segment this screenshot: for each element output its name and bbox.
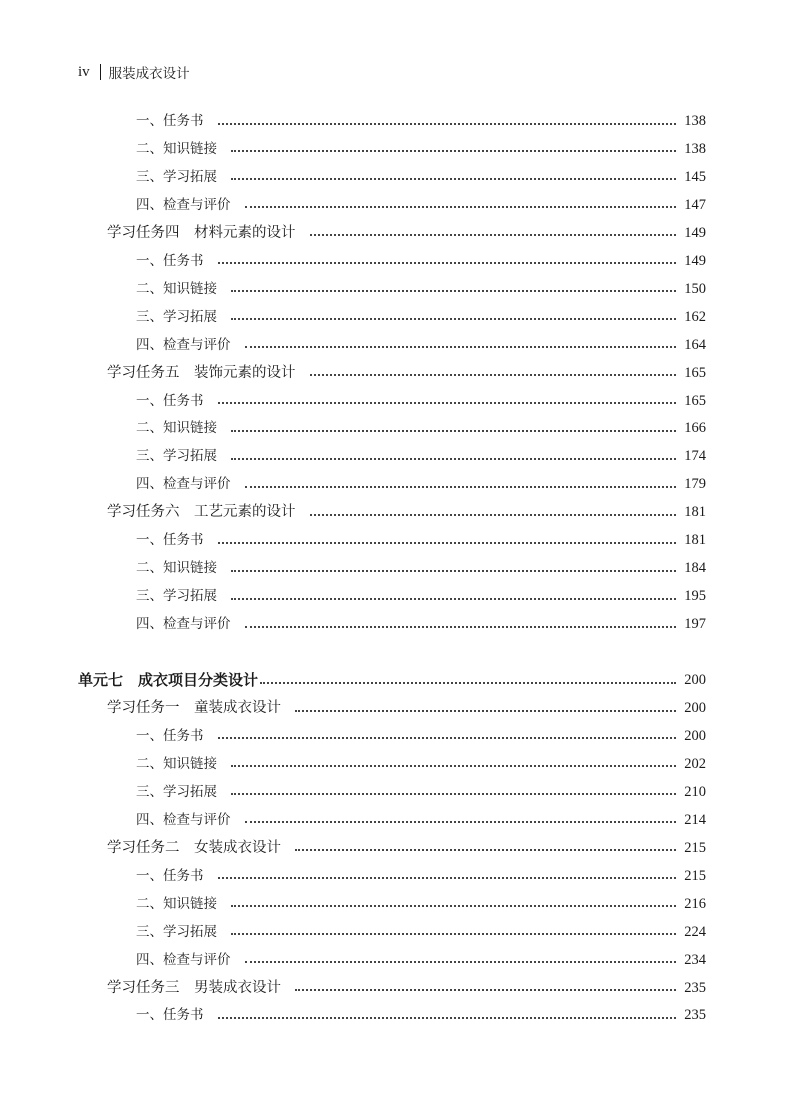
toc-entry[interactable] xyxy=(107,359,706,387)
toc-dot-leader xyxy=(295,988,676,991)
toc-entry-title: 学习任务六 工艺元素的设计 xyxy=(107,504,296,521)
toc-entry-page: 215 xyxy=(684,867,706,884)
toc-dot-leader xyxy=(218,401,677,404)
toc-dot-leader xyxy=(231,149,676,152)
toc-entry[interactable] xyxy=(136,275,706,303)
toc-dot-leader xyxy=(231,792,676,795)
toc-entry-page: 215 xyxy=(684,839,706,856)
header-divider xyxy=(100,64,101,80)
toc-entry-page: 200 xyxy=(684,700,706,716)
toc-entry-page: 210 xyxy=(684,783,706,800)
toc-entry[interactable] xyxy=(136,135,706,163)
toc-entry[interactable] xyxy=(136,163,706,191)
toc-dot-leader xyxy=(260,681,676,684)
toc-entry-page: 164 xyxy=(684,336,706,353)
toc-entry-page: 149 xyxy=(684,252,706,269)
toc-entry-page: 149 xyxy=(684,224,706,241)
toc-dot-leader xyxy=(245,345,677,348)
toc-entry-page: 179 xyxy=(684,476,706,493)
toc-entry-page: 195 xyxy=(684,588,706,605)
toc-dot-leader xyxy=(310,513,677,516)
toc-dot-leader xyxy=(295,848,676,851)
header-book-title: 服装成衣设计 xyxy=(108,66,190,82)
toc-entry-title: 一、任务书 xyxy=(136,532,204,549)
toc-entry-title: 四、检查与评价 xyxy=(136,811,231,828)
toc-entry[interactable] xyxy=(136,582,706,610)
toc-entry[interactable] xyxy=(107,219,706,247)
toc-entry-page: 165 xyxy=(684,364,706,381)
toc-dot-leader xyxy=(245,820,677,823)
toc-entry-page: 162 xyxy=(684,308,706,325)
toc-entry-page: 216 xyxy=(684,895,706,912)
toc-dot-leader xyxy=(231,289,676,292)
toc-entry-title: 三、学习拓展 xyxy=(136,448,217,465)
toc-entry[interactable] xyxy=(136,191,706,219)
toc-entry[interactable] xyxy=(136,107,706,135)
toc-entry[interactable] xyxy=(136,890,706,918)
toc-entry-page: 200 xyxy=(684,672,706,689)
toc-entry-page: 166 xyxy=(684,420,706,437)
toc-entry-title: 三、学习拓展 xyxy=(136,168,217,185)
toc-entry-page: 181 xyxy=(684,532,706,549)
toc-dot-leader xyxy=(231,569,676,572)
toc-entry-title: 二、知识链接 xyxy=(136,420,217,437)
toc-dot-leader xyxy=(231,457,676,460)
toc-entry[interactable] xyxy=(136,946,706,974)
toc-entry-title: 三、学习拓展 xyxy=(136,588,217,605)
toc-entry[interactable] xyxy=(136,554,706,582)
toc-dot-leader xyxy=(218,736,677,739)
toc-entry[interactable] xyxy=(107,694,706,722)
toc-entry-page: 235 xyxy=(684,1007,706,1024)
toc-entry[interactable] xyxy=(136,610,706,638)
toc-entry-page: 181 xyxy=(684,504,706,521)
toc-entry-page: 165 xyxy=(684,392,706,409)
toc-dot-leader xyxy=(231,317,676,320)
toc-entry-page: 235 xyxy=(684,979,706,996)
toc-dot-leader xyxy=(218,1016,677,1019)
toc-entry-title: 学习任务一 童装成衣设计 xyxy=(107,700,281,716)
toc-entry-page: 202 xyxy=(684,755,706,772)
toc-entry-title: 学习任务五 装饰元素的设计 xyxy=(107,364,296,381)
toc-entry-page: 138 xyxy=(684,113,706,129)
toc-entry[interactable] xyxy=(136,442,706,470)
toc-dot-leader xyxy=(231,429,676,432)
toc-entry-title: 三、学习拓展 xyxy=(136,783,217,800)
toc-entry-page: 234 xyxy=(684,951,706,968)
toc-dot-leader xyxy=(218,122,677,125)
toc-entry-title: 二、知识链接 xyxy=(136,755,217,772)
toc-entry-title: 四、检查与评价 xyxy=(136,476,231,493)
toc-entry[interactable] xyxy=(136,750,706,778)
toc-entry-title: 二、知识链接 xyxy=(136,140,217,157)
toc-entry[interactable] xyxy=(136,470,706,498)
toc-entry-page: 150 xyxy=(684,280,706,297)
toc-entry-title: 四、检查与评价 xyxy=(136,196,231,213)
toc-entry-page: 184 xyxy=(684,560,706,577)
toc-entry-page: 147 xyxy=(684,196,706,213)
toc-entry-title: 一、任务书 xyxy=(136,1007,204,1024)
toc-entry-page: 214 xyxy=(684,811,706,828)
toc-dot-leader xyxy=(218,261,677,264)
toc-entry-title: 二、知识链接 xyxy=(136,280,217,297)
toc-entry-title: 一、任务书 xyxy=(136,392,204,409)
toc-dot-leader xyxy=(245,205,677,208)
toc-dot-leader xyxy=(218,876,677,879)
toc-entry[interactable] xyxy=(107,834,706,862)
toc-entry[interactable] xyxy=(136,918,706,946)
toc-entry[interactable] xyxy=(136,414,706,442)
toc-entry[interactable] xyxy=(136,303,706,331)
toc-entry-title: 二、知识链接 xyxy=(136,560,217,577)
header-page-number: iv xyxy=(78,63,90,80)
toc-entry[interactable] xyxy=(136,331,706,359)
toc-entry-title: 三、学习拓展 xyxy=(136,308,217,325)
toc-entry-page: 174 xyxy=(684,448,706,465)
toc-entry[interactable] xyxy=(136,247,706,275)
toc-entry[interactable] xyxy=(136,862,706,890)
toc-entry-page: 138 xyxy=(684,140,706,157)
toc-entry-page: 224 xyxy=(684,923,706,940)
toc-entry-title: 一、任务书 xyxy=(136,252,204,269)
toc-entry-title: 学习任务二 女装成衣设计 xyxy=(107,839,281,856)
toc-entry[interactable] xyxy=(136,1001,706,1029)
toc-entry[interactable] xyxy=(107,974,706,1002)
toc-entry-title: 四、检查与评价 xyxy=(136,336,231,353)
toc-entry[interactable] xyxy=(136,806,706,834)
toc-entry-title: 单元七 成衣项目分类设计 xyxy=(78,671,259,690)
toc-entry-page: 145 xyxy=(684,168,706,185)
toc-dot-leader xyxy=(218,541,677,544)
toc-entry[interactable] xyxy=(136,526,706,554)
toc-entry-title: 学习任务三 男装成衣设计 xyxy=(107,979,281,996)
toc-entry-title: 一、任务书 xyxy=(136,113,204,129)
running-header xyxy=(78,62,190,82)
toc-entry-title: 四、检查与评价 xyxy=(136,616,231,633)
toc-dot-leader xyxy=(245,960,677,963)
toc-dot-leader xyxy=(231,597,676,600)
toc-entry[interactable] xyxy=(136,778,706,806)
toc-entry[interactable] xyxy=(107,498,706,526)
toc-dot-leader xyxy=(231,177,676,180)
toc-entry-title: 一、任务书 xyxy=(136,727,204,744)
toc-entry[interactable] xyxy=(136,722,706,750)
toc-entry-title: 学习任务四 材料元素的设计 xyxy=(107,224,296,241)
toc-dot-leader xyxy=(231,764,676,767)
toc-entry-title: 三、学习拓展 xyxy=(136,923,217,940)
toc-dot-leader xyxy=(295,709,676,712)
toc-entry[interactable] xyxy=(78,666,706,694)
toc-dot-leader xyxy=(245,485,677,488)
toc-dot-leader xyxy=(231,904,676,907)
toc-dot-leader xyxy=(231,932,676,935)
toc-entry[interactable] xyxy=(136,387,706,415)
toc-entry-title: 二、知识链接 xyxy=(136,895,217,912)
toc-entry-title: 四、检查与评价 xyxy=(136,951,231,968)
toc-dot-leader xyxy=(310,233,677,236)
toc-entry-title: 一、任务书 xyxy=(136,867,204,884)
toc-entry-page: 200 xyxy=(684,727,706,744)
toc-dot-leader xyxy=(310,373,677,376)
toc-entry-page: 197 xyxy=(684,616,706,633)
toc-dot-leader xyxy=(245,625,677,628)
